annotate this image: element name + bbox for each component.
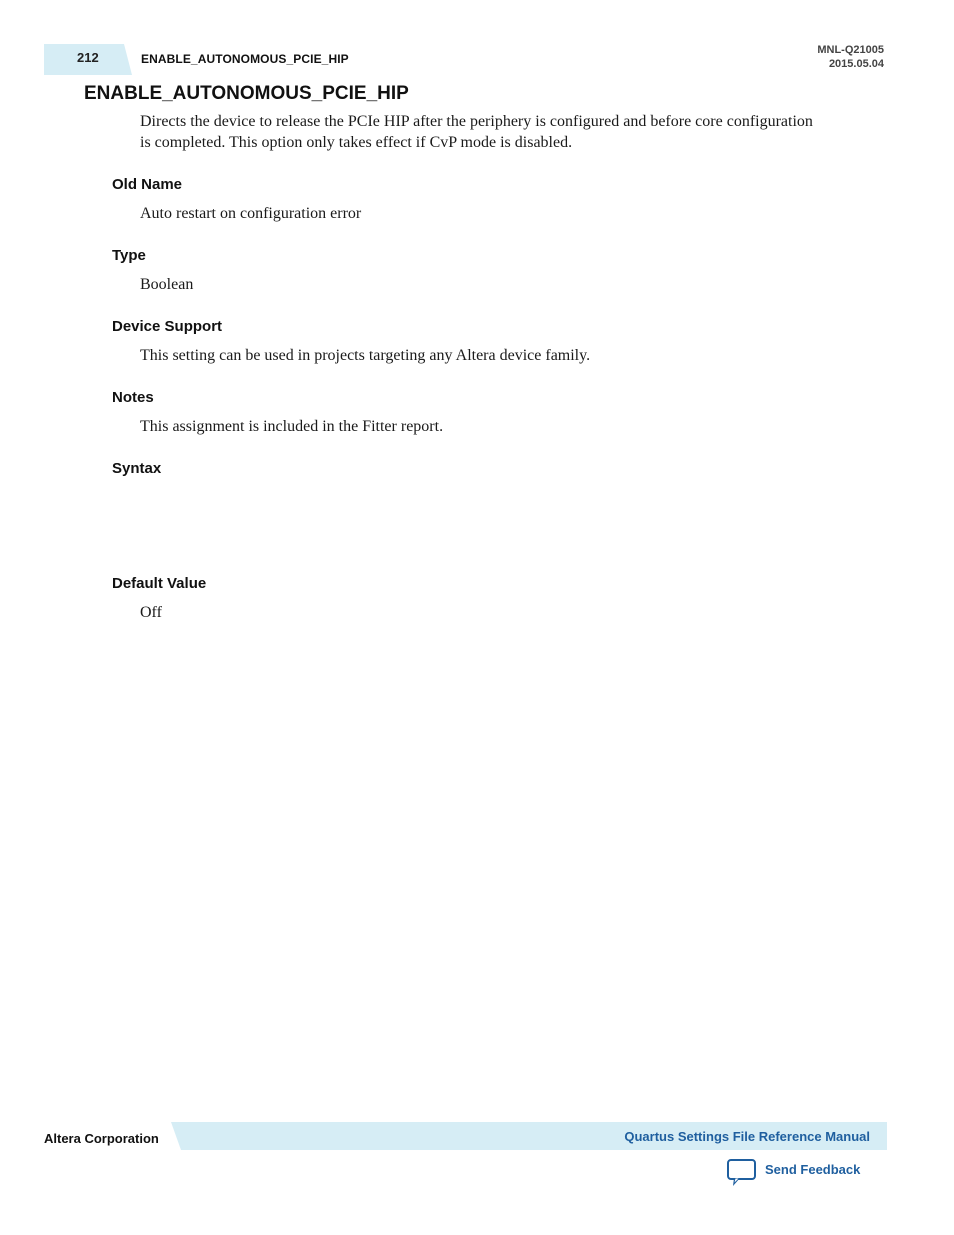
section-body-default-value: Off	[140, 604, 162, 621]
section-body-old-name: Auto restart on configuration error	[140, 205, 362, 222]
description	[140, 111, 865, 153]
section-heading-old-name: Old Name	[112, 176, 183, 193]
document-id-block	[817, 43, 884, 71]
section-heading-device-support: Device Support	[112, 318, 223, 335]
document-id: MNL-Q21005	[817, 44, 884, 56]
section-body-device-support: This setting can be used in projects targeting any Altera device family.	[140, 347, 591, 364]
company-name: Altera Corporation	[44, 1131, 159, 1146]
send-feedback-button[interactable]	[726, 1158, 860, 1188]
running-title: ENABLE_AUTONOMOUS_PCIE_HIP	[141, 52, 349, 66]
section-body-type: Boolean	[140, 276, 194, 293]
page-number: 212	[77, 50, 99, 65]
send-feedback-label: Send Feedback	[765, 1162, 861, 1177]
section-heading-notes: Notes	[112, 389, 154, 406]
section-heading-type: Type	[112, 247, 146, 264]
document-date: 2015.05.04	[828, 58, 884, 70]
section-heading-syntax: Syntax	[112, 460, 162, 477]
manual-title-link[interactable]: Quartus Settings File Reference Manual	[624, 1129, 870, 1144]
page-title: ENABLE_AUTONOMOUS_PCIE_HIP	[84, 83, 409, 104]
speech-bubble-icon	[726, 1158, 758, 1188]
description-line-1: Directs the device to release the PCIe HIP after the periphery is configured and before core configuration	[140, 113, 813, 130]
section-body-notes: This assignment is included in the Fitter report.	[140, 418, 444, 435]
description-line-2: is completed. This option only takes effect if CvP mode is disabled.	[140, 134, 573, 151]
section-heading-default-value: Default Value	[112, 575, 207, 592]
